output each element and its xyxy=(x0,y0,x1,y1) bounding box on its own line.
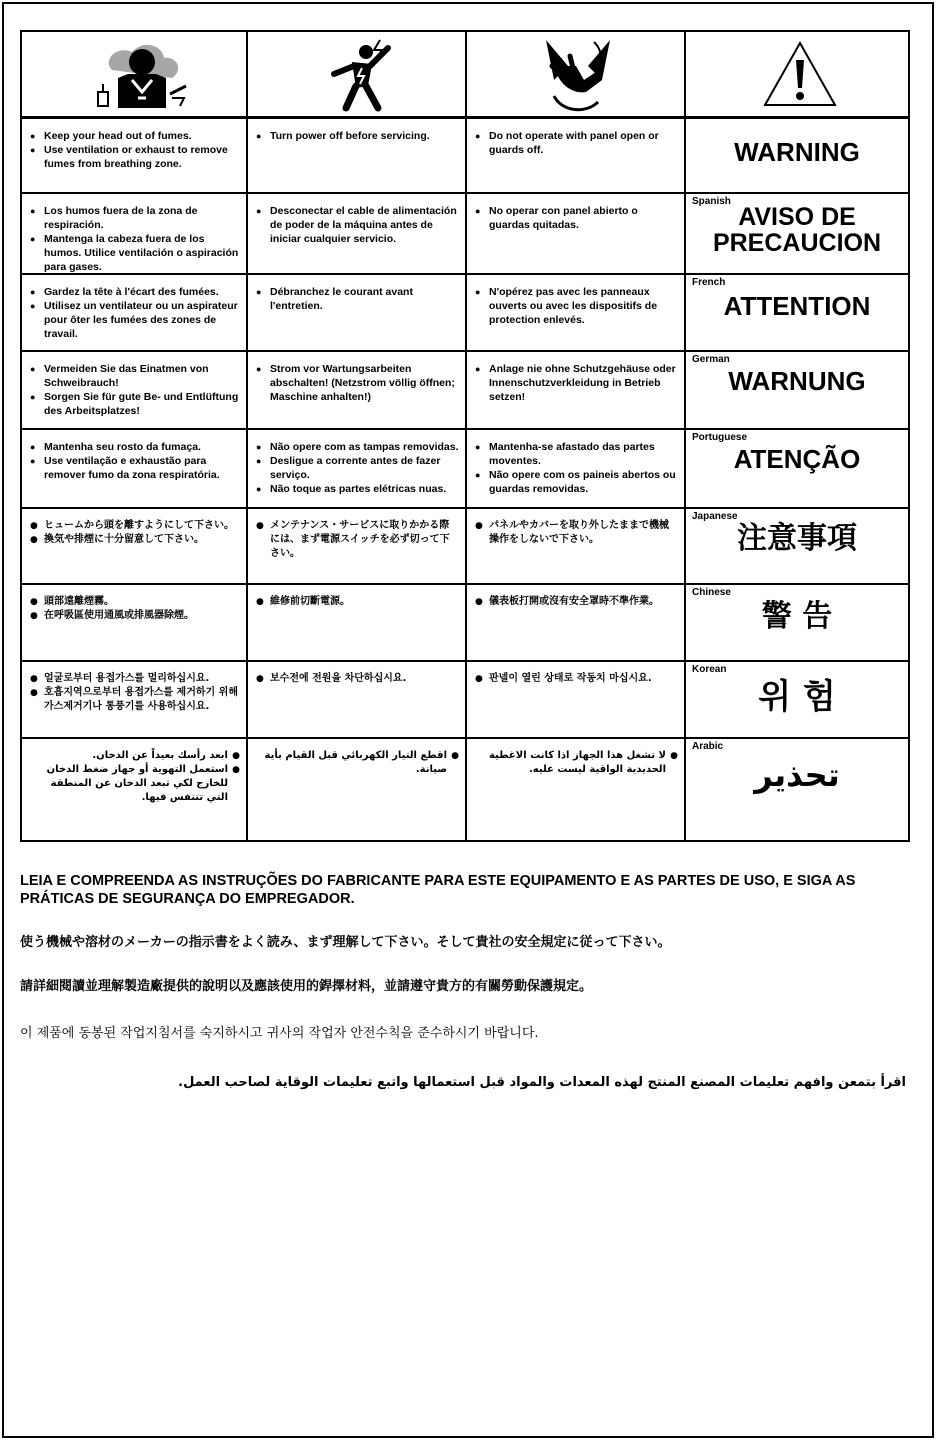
instruction-cell xyxy=(30,519,240,547)
instruction-cell xyxy=(256,440,459,496)
instruction-item: ● Los humos fuera de la zona de respiración. xyxy=(30,204,240,232)
instruction-list xyxy=(475,362,678,404)
instruction-item: ● メンテナンス・サービスに取りかかる際には、まず電源スイッチを必ず切って下さい。 xyxy=(256,519,459,561)
instruction-cell xyxy=(30,440,240,482)
instruction-cell xyxy=(475,129,678,157)
language-label: Korean xyxy=(692,664,727,675)
instruction-list xyxy=(475,129,678,157)
instruction-cell xyxy=(256,362,459,404)
instruction-item: ● استعمل التهوية أو جهاز ضغط الدخان للخارج لكي تبعد الدخان عن المنطقة التي تتنفس فيها. xyxy=(30,763,240,805)
instruction-cell xyxy=(475,519,678,547)
instruction-item: ● 儀表板打開或沒有安全罩時不準作業。 xyxy=(475,595,678,609)
instruction-list xyxy=(256,595,459,609)
instruction-cell xyxy=(30,285,240,341)
instruction-cell xyxy=(475,749,678,777)
warning-triangle-icon xyxy=(762,40,838,108)
instruction-list xyxy=(30,519,240,547)
instruction-list xyxy=(30,440,240,482)
instruction-list xyxy=(30,362,240,418)
instruction-item: ● No operar con panel abierto o guardas quitadas. xyxy=(475,204,678,232)
instruction-list xyxy=(475,204,678,232)
instruction-item: ● Gardez la tête à l'écart des fumées. xyxy=(30,285,240,299)
instruction-list xyxy=(475,285,678,327)
warning-word-cell xyxy=(686,352,908,430)
instruction-list xyxy=(256,285,459,313)
instruction-item: ● Mantenga la cabeza fuera de los humos. Utilice ventilación o aspiración para gases. xyxy=(30,232,240,274)
footer-arabic: اقرأ بتمعن وافهم تعليمات المصنع المنتج لهذه المعدات والمواد قبل استعمالها واتبع تعليمات الوقاية لصاحب العمل. xyxy=(178,1075,906,1090)
instruction-cell xyxy=(256,204,459,246)
instruction-list xyxy=(256,749,459,777)
instruction-cell xyxy=(30,362,240,418)
language-label: Arabic xyxy=(692,741,724,752)
warning-word: 警 告 xyxy=(761,599,833,634)
language-label: Japanese xyxy=(692,511,738,522)
instruction-item: ● Turn power off before servicing. xyxy=(256,129,459,143)
instruction-list xyxy=(30,285,240,341)
instruction-item: ● Use ventilation or exhaust to remove fumes from breathing zone. xyxy=(30,143,240,171)
instruction-item: ● N'opérez pas avec les panneaux ouverts ou avec les dispositifs de protection enlevés. xyxy=(475,285,678,327)
instruction-item: ● Não toque as partes elétricas nuas. xyxy=(256,482,459,496)
instruction-item: ● Desligue a corrente antes de fazer serviço. xyxy=(256,454,459,482)
instruction-list xyxy=(30,672,240,714)
instruction-list xyxy=(475,749,678,777)
footer-portuguese: LEIA E COMPREENDA AS INSTRUÇÕES DO FABRICANTE PARA ESTE EQUIPAMENTO E AS PARTES DE USO, E SIGA AS PRÁTICAS DE SEGURANÇA DO EMPREGADOR. xyxy=(20,873,856,907)
instruction-item: ● ヒュームから頭を離すようにして下さい。 xyxy=(30,519,240,533)
instruction-item: ● ابعد رأسك بعيداً عن الدخان. xyxy=(30,749,240,763)
instruction-cell xyxy=(30,129,240,171)
footer-chinese: 請詳細閱讀並理解製造廠提供的說明以及應該使用的銲擇材料，並請遵守貴方的有關勞動保護規定。 xyxy=(20,979,593,994)
warning-word-cell xyxy=(686,509,908,585)
instruction-cell xyxy=(256,672,459,686)
instruction-cell xyxy=(475,362,678,404)
instruction-item: ● Do not operate with panel open or guards off. xyxy=(475,129,678,157)
instruction-item: ● 보수전에 전원을 차단하십시요. xyxy=(256,672,459,686)
instruction-cell xyxy=(475,285,678,327)
instruction-list xyxy=(30,129,240,171)
instruction-list xyxy=(256,129,459,143)
instruction-item: ● اقطع التيار الكهربائي قبل القيام بأية صيانة. xyxy=(256,749,459,777)
instruction-list xyxy=(475,595,678,609)
warning-word: 위 험 xyxy=(758,677,836,717)
instruction-list xyxy=(475,519,678,547)
warning-word-cell xyxy=(686,430,908,509)
instruction-cell xyxy=(30,749,240,805)
instruction-item: ● 換気や排煙に十分留意して下さい。 xyxy=(30,533,240,547)
instruction-cell xyxy=(256,129,459,143)
instruction-item: ● Desconectar el cable de alimentación de poder de la máquina antes de iniciar cualquier servicio. xyxy=(256,204,459,246)
warning-word-cell xyxy=(686,119,908,194)
instruction-item: ● Não opere com os paineis abertos ou guardas removidas. xyxy=(475,468,678,496)
instruction-cell xyxy=(30,204,240,274)
instruction-item: ● 호흡지역으로부터 용접가스를 제거하기 위해 가스제거기나 통풍기를 사용하십시요. xyxy=(30,686,240,714)
instruction-item: ● 얼굴로부터 용접가스를 멀리하십시요. xyxy=(30,672,240,686)
instruction-list xyxy=(256,362,459,404)
warning-table xyxy=(20,30,910,842)
warning-word: AVISO DE PRECAUCION xyxy=(712,203,882,257)
warning-word-cell xyxy=(686,194,908,275)
warning-word: ATENÇÃO xyxy=(733,444,861,474)
instruction-item: ● Use ventilação e exhaustão para remover fumo da zona respiratória. xyxy=(30,454,240,482)
instruction-cell xyxy=(256,595,459,609)
warning-word-cell xyxy=(686,739,908,840)
column-divider xyxy=(465,32,467,840)
instruction-cell xyxy=(30,672,240,714)
instruction-cell xyxy=(256,749,459,777)
warning-word: تحذير xyxy=(754,756,840,794)
column-divider xyxy=(246,32,248,840)
instruction-item: ● Mantenha seu rosto da fumaça. xyxy=(30,440,240,454)
instruction-item: ● Anlage nie ohne Schutzgehäuse oder Innenschutzverkleidung in Betrieb setzen! xyxy=(475,362,678,404)
instruction-item: ● Utilisez un ventilateur ou un aspirateur pour ôter les fumées des zones de travail. xyxy=(30,299,240,341)
instruction-item: ● Não opere com as tampas removidas. xyxy=(256,440,459,454)
instruction-item: ● 頭部遠離煙霧。 xyxy=(30,595,240,609)
instruction-cell xyxy=(475,440,678,496)
instruction-item: ● Sorgen Sie für gute Be- und Entlüftung des Arbeitsplatzes! xyxy=(30,390,240,418)
instruction-item: ● 維修前切斷電源。 xyxy=(256,595,459,609)
instruction-list xyxy=(256,519,459,561)
footer-korean: 이 제품에 동봉된 작업지침서를 숙지하시고 귀사의 작업자 안전수칙을 준수하시기 바랍니다. xyxy=(20,1026,539,1041)
instruction-item: ● Débranchez le courant avant l'entretien. xyxy=(256,285,459,313)
instruction-cell xyxy=(475,672,678,686)
warning-word: 注意事項 xyxy=(737,521,857,556)
language-label: Chinese xyxy=(692,587,731,598)
language-label: Portuguese xyxy=(692,432,748,443)
instruction-list xyxy=(30,749,240,805)
moving-parts-hand-icon xyxy=(536,36,620,116)
instruction-cell xyxy=(256,519,459,561)
warning-word: WARNUNG xyxy=(728,366,866,396)
instruction-cell xyxy=(475,595,678,609)
warning-word-cell xyxy=(686,275,908,352)
instruction-cell xyxy=(256,285,459,313)
instruction-list xyxy=(30,204,240,274)
instruction-list xyxy=(475,440,678,496)
warning-word-cell xyxy=(686,585,908,662)
instruction-item: ● Vermeiden Sie das Einatmen von Schweibrauch! xyxy=(30,362,240,390)
instruction-cell xyxy=(475,204,678,232)
language-label: Spanish xyxy=(692,196,731,207)
fumes-hazard-icon xyxy=(92,40,192,114)
instruction-item: ● 在呼吸區使用通風或排風器除煙。 xyxy=(30,609,240,623)
warning-word: WARNING xyxy=(734,137,860,167)
language-label: French xyxy=(692,277,726,288)
warning-word: ATTENTION xyxy=(723,291,871,321)
instruction-list xyxy=(256,672,459,686)
warning-word-cell xyxy=(686,662,908,739)
instruction-list xyxy=(30,595,240,623)
instruction-item: ● Keep your head out of fumes. xyxy=(30,129,240,143)
footer-japanese: 使う機械や溶材のメーカーの指示書をよく読み、まず理解して下さい。そして貴社の安全規定に従って下さい。 xyxy=(20,935,671,950)
instruction-list xyxy=(256,440,459,496)
electric-shock-icon xyxy=(316,38,396,114)
instruction-cell xyxy=(30,595,240,623)
instruction-item: ● لا تشغل هذا الجهاز اذا كانت الاغطية الحديدية الواقية ليست عليه. xyxy=(475,749,678,777)
instruction-item: ● Strom vor Wartungsarbeiten abschalten! (Netzstrom völlig öffnen; Maschine anhalten!) xyxy=(256,362,459,404)
language-label: German xyxy=(692,354,730,365)
instruction-list xyxy=(256,204,459,246)
instruction-item: ● Mantenha-se afastado das partes moventes. xyxy=(475,440,678,468)
instruction-item: ● 판넬이 열린 상태로 작동치 마십시요. xyxy=(475,672,678,686)
instruction-item: ● パネルやカバーを取り外したままで機械操作をしないで下さい。 xyxy=(475,519,678,547)
instruction-list xyxy=(475,672,678,686)
